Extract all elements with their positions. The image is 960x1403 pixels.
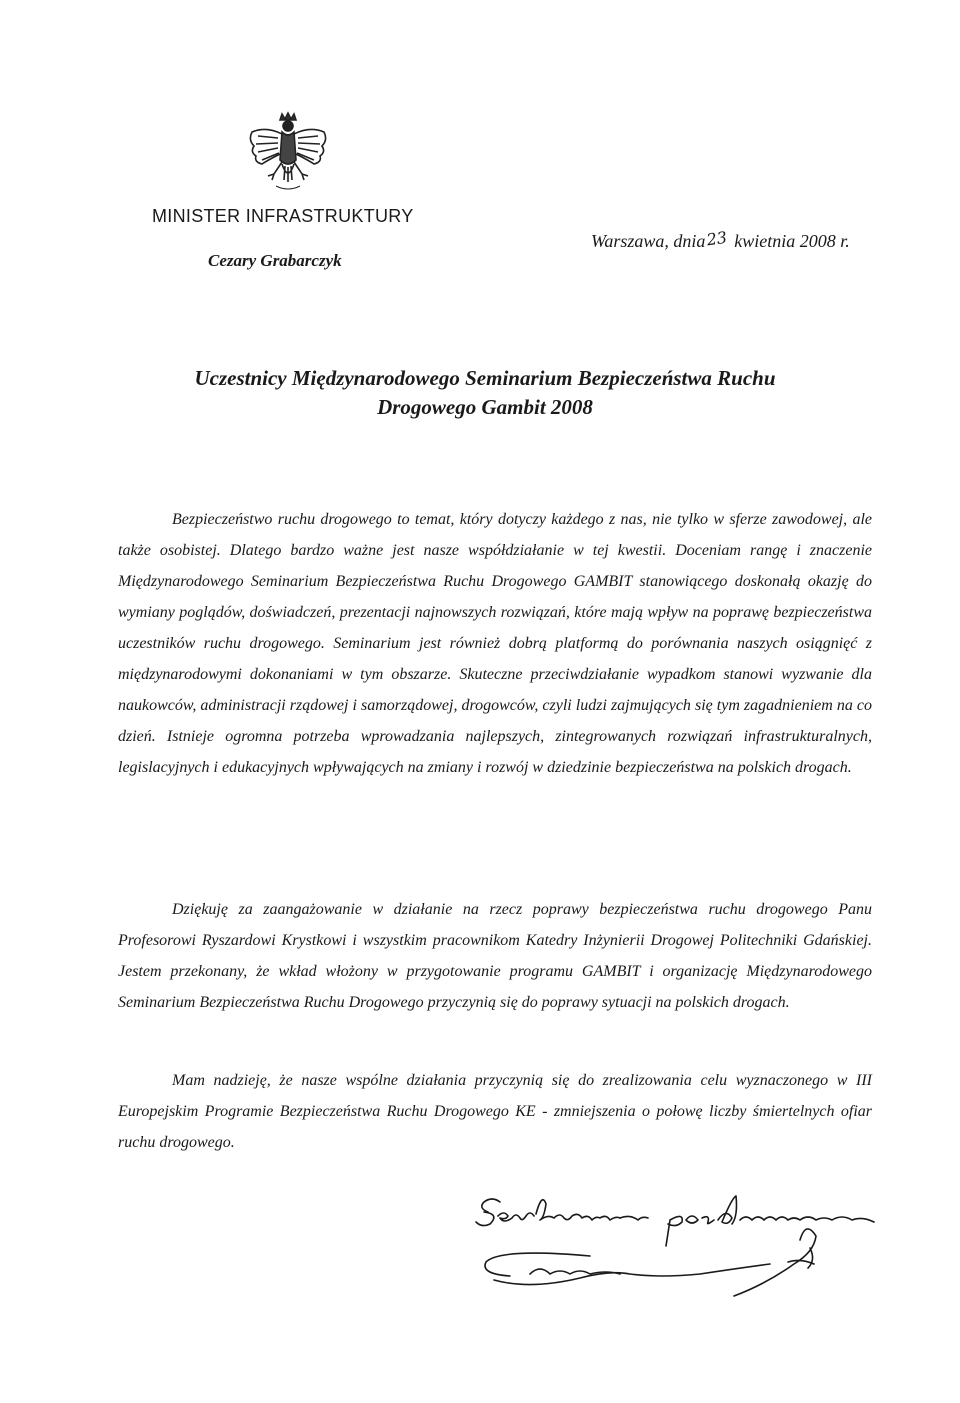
minister-name: Cezary Grabarczyk: [208, 251, 342, 270]
paragraph-2-text: Dziękuję za zaangażowanie w działanie na rzecz poprawy bezpieczeństwa ruchu drogowego Panu Profesorowi Ryszardowi Krystkowi i wszystkim pracownikom Katedry Inżynierii Drogowej Politechniki Gdańskiej. Jestem przekonany, że wkład włożony w przygotowanie programu GAMBIT i organizację Międzynarodowego Seminarium Bezpieczeństwa Ruchu Drogowego przyczynią się do poprawy sytuacji na polskich drogach.: [118, 901, 872, 1011]
ministry-title: MINISTER INFRASTRUKTURY: [152, 206, 414, 226]
paragraph-1-text: Bezpieczeństwo ruchu drogowego to temat, który dotyczy każdego z nas, nie tylko w sferze zawodowej, ale także osobistej. Dlatego bardzo ważne jest nasze współdziałanie w tej kwestii. Doceniam rangę i znaczenie Międzynarodowego Seminarium Bezpieczeństwa Ruchu Drogowego GAMBIT stanowiącego doskonałą okazję do wymiany poglądów, doświadczeń, prezentacji najnowszych rozwiązań, które mają wpływ na poprawę bezpieczeństwa uczestników ruchu drogowego. Seminarium jest również dobrą platformą do porównania naszych osiągnięć z międzynarodowymi dokonaniami w tym obszarze. Skuteczne przeciwdziałanie wypadkom stanowi wyzwanie dla naukowców, administracji rządowej i samorządowej, drogowców, czyli ludzi zajmujących się tym zagadnieniem na co dzień. Istnieje ogromna potrzeba wprowadzania najlepszych, zintegrowanych rozwiązań infrastrukturalnych, legislacyjnych i edukacyjnych wpływających na zmiany i rozwój w dziedzinie bezpieczeństwa na polskich drogach.: [118, 511, 872, 776]
addressee-line-2: Drogowego Gambit 2008: [377, 395, 593, 419]
place-date-day: 23: [705, 227, 729, 250]
body-paragraph-3: [118, 1065, 872, 1158]
body-paragraph-1: [118, 504, 872, 783]
place-date: [591, 227, 850, 252]
body-paragraph-2: [118, 894, 872, 1018]
polish-eagle-emblem-icon: [238, 110, 338, 196]
place-date-suffix: kwietnia 2008 r.: [734, 231, 850, 251]
place-date-prefix: Warszawa, dnia: [591, 231, 706, 251]
addressee-line-1: Uczestnicy Międzynarodowego Seminarium Bezpieczeństwa Ruchu: [194, 366, 776, 390]
handwritten-signature-icon: [470, 1190, 890, 1320]
paragraph-3-text: Mam nadzieję, że nasze wspólne działania przyczynią się do zrealizowania celu wyznaczonego w III Europejskim Programie Bezpieczeństwa Ruchu Drogowego KE - zmniejszenia o połowę liczby śmiertelnych ofiar ruchu drogowego.: [118, 1072, 872, 1151]
